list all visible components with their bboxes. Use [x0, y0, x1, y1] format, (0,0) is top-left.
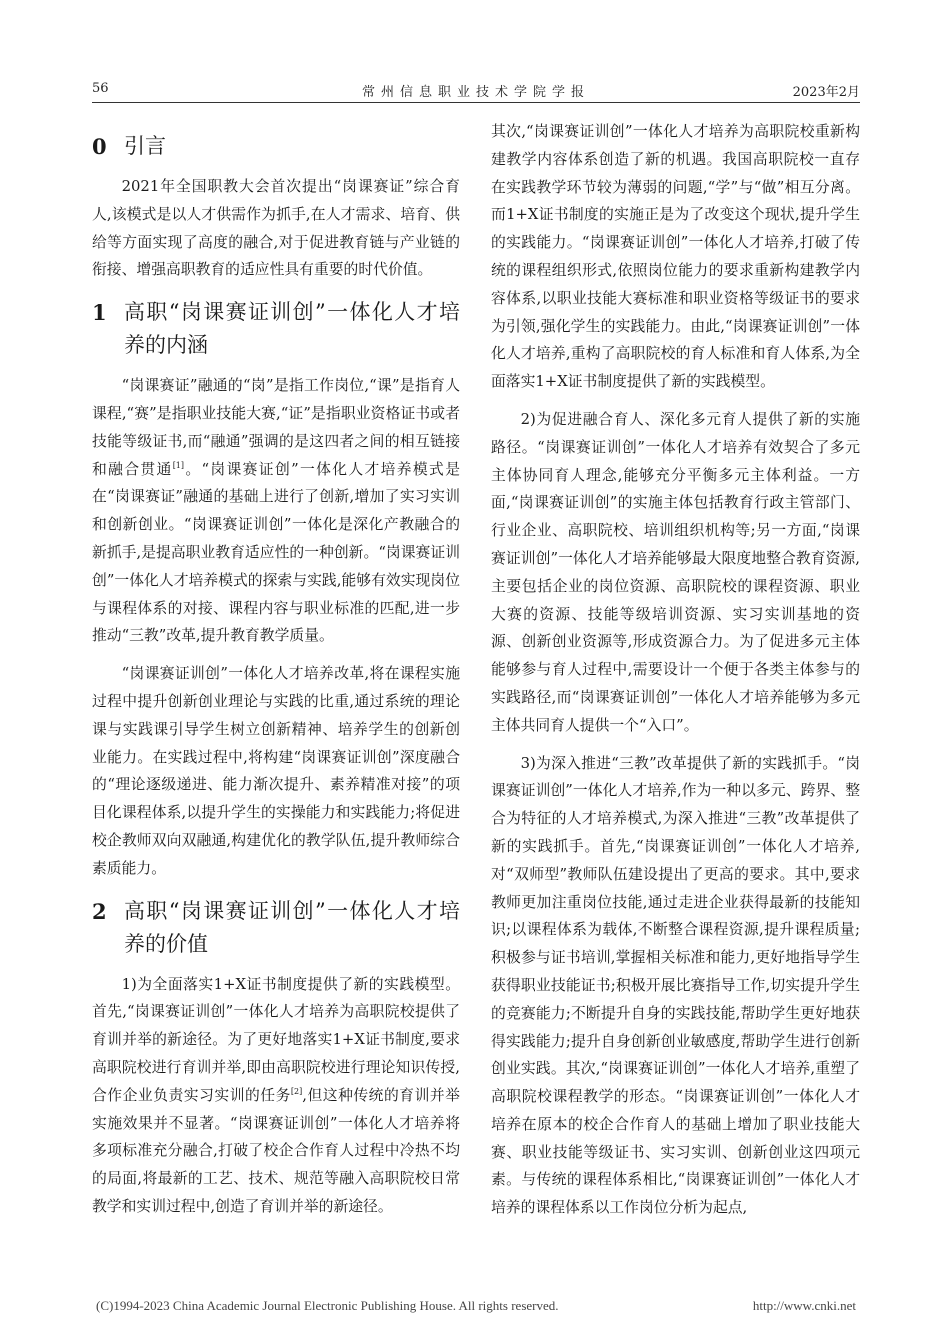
page-number: 56: [92, 81, 109, 96]
paragraph-value-3: 3)为深入推进“三教”改革提供了新的实践抓手。“岗课赛证训创”一体化人才培养,作为一种以多元、跨界、整合为特征的人才培养模式,为深入推进“三教”改革提供了新的实践抓手。首先,“岗课赛证训创”一体化人才培养,对“双师型”教师队伍建设提出了更高的要求。其中,要求教师更加注重岗位技能,通过走进企业获得最新的技能知识;以课程体系为载体,不断整合课程资源,提升课程质量;积极参与证书培训,掌握相关标准和能力,更好地指导学生获得职业技能证书;积极开展比赛指导工作,切实提升学生的竞赛能力;不断提升自身的实践技能,帮助学生更好地获得实践能力;提升自身创新创业敏感度,帮助学生进行创新创业实践。其次,“岗课赛证训创”一体化人才培养,重塑了高职院校课程教学的形态。“岗课赛证训创”一体化人才培养在原本的校企合作育人的基础上增加了职业技能大赛、职业技能等级证书、实习实训、创新创业这四项元素。与传统的课程体系相比,“岗课赛证训创”一体化人才培养的课程体系以工作岗位分析为起点,: [491, 754, 860, 1217]
reference-marker[interactable]: [1]: [172, 460, 185, 470]
copyright-text: (C)1994-2023 China Academic Journal Electronic Publishing House. All rights reserved.: [96, 1298, 559, 1313]
section-number: 1: [92, 300, 107, 326]
reference-marker[interactable]: [2]: [290, 1086, 303, 1096]
section-heading-0: [92, 130, 460, 163]
section-title: 高职“岗课赛证训创”一体化人才培养的内涵: [124, 300, 460, 358]
running-header: [92, 78, 860, 102]
paragraph-value-2: 2)为促进融合育人、深化多元育人提供了新的实施路径。“岗课赛证训创”一体化人才培养有效契合了多元主体协同育人理念,能够充分平衡多元主体利益。一方面,“岗课赛证训创”的实施主体包括教育行政主管部门、行业企业、高职院校、培训组织机构等;另一方面,“岗课赛证训创”一体化人才培养能够最大限度地整合教育资源,主要包括企业的岗位资源、高职院校的课程资源、职业大赛的资源、技能等级培训资源、实习实训基地的资源、创新创业资源等,形成资源合力。为了促进多元主体能够参与育人过程中,需要设计一个便于各类主体参与的实践路径,而“岗课赛证训创”一体化人才培养能够为多元主体共同育人提供一个“入口”。: [491, 410, 860, 734]
paragraph-intro: 2021年全国职教大会首次提出“岗课赛证”综合育人,该模式是以人才供需作为抓手,在人才需求、培育、供给等方面实现了高度的融合,对于促进教育链与产业链的衔接、增强高职教育的适应性具有重要的时代价值。: [92, 178, 460, 279]
text-span: 1)为全面落实1+X证书制度提供了新的实践模型。首先,“岗课赛证训创”一体化人才培养为高职院校提供了育训并举的新途径。为了更好地落实1+X证书制度,要求高职院校进行育训并举,即由高职院校进行理论知识传授,合作企业负责实习实训的任务: [92, 975, 460, 1104]
issue-date: 2023年2月: [792, 85, 860, 100]
left-column: [92, 120, 460, 1231]
section-title: 引言: [124, 134, 166, 158]
section-number: 0: [92, 134, 107, 159]
paragraph-connotation: [92, 372, 460, 650]
header-rule: [92, 102, 860, 103]
text-span: ,但这种传统的育训并举实施效果并不显著。“岗课赛证训创”一体化人才培养将多项标准充分融合,打破了校企合作育人过程中冷热不均的局面,将最新的工艺、技术、规范等融入高职院校日常教学和实训过程中,创造了育训并举的新途径。: [92, 1086, 460, 1215]
section-title: 高职“岗课赛证训创”一体化人才培养的价值: [124, 898, 460, 956]
section-heading-2: [92, 895, 460, 961]
text-span: “岗课赛证”融通的“岗”是指工作岗位,“课”是指育人课程,“赛”是指职业技能大赛,“证”是指职业资格证书或者技能等级证书,而“融通”强调的是这四者之间的相互链接和融合贯通: [92, 377, 460, 478]
copyright-footer: [96, 1298, 856, 1314]
section-number: 2: [92, 898, 107, 924]
right-column: [491, 118, 860, 1232]
cnki-link[interactable]: http://www.cnki.net: [752, 1298, 856, 1313]
section-heading-1: [92, 296, 460, 362]
paragraph-continued: 其次,“岗课赛证训创”一体化人才培养为高职院校重新构建教学内容体系创造了新的机遇。我国高职院校一直存在实践教学环节较为薄弱的问题,“学”与“做”相互分离。而1+X证书制度的实施正是为了改变这个现状,提升学生的实践能力。“岗课赛证训创”一体化人才培养,打破了传统的课程组织形式,依照岗位能力的要求重新构建教学内容体系,以职业技能大赛标准和职业资格等级证书的要求为引领,强化学生的实践能力。由此,“岗课赛证训创”一体化人才培养,重构了高职院校的育人标准和育人体系,为全面落实1+X证书制度提供了新的实践模型。: [491, 123, 860, 391]
paragraph-reform: “岗课赛证训创”一体化人才培养改革,将在课程实施过程中提升创新创业理论与实践的比重,通过系统的理论课与实践课引导学生树立创新精神、培养学生的创新创业能力。在实践过程中,将构建“岗课赛证训创”深度融合的“理论逐级递进、能力渐次提升、素养精准对接”的项目化课程体系,以提升学生的实操能力和实践能力;将促进校企教师双向双融通,构建优化的教学队伍,提升教师综合素质能力。: [92, 665, 460, 877]
journal-name: 常州信息职业技术学院学报: [361, 85, 590, 100]
text-span: 。“岗课赛证创”一体化人才培养模式是在“岗课赛证”融通的基础上进行了创新,增加了实习实训和创新创业。“岗课赛证训创”一体化是深化产教融合的新抓手,是提高职业教育适应性的一种创新。“岗课赛证训创”一体化人才培养模式的探索与实践,能够有效实现岗位与课程体系的对接、课程内容与职业标准的匹配,进一步推动“三教”改革,提升教育教学质量。: [92, 460, 460, 645]
paragraph-value-1: [92, 971, 460, 1221]
